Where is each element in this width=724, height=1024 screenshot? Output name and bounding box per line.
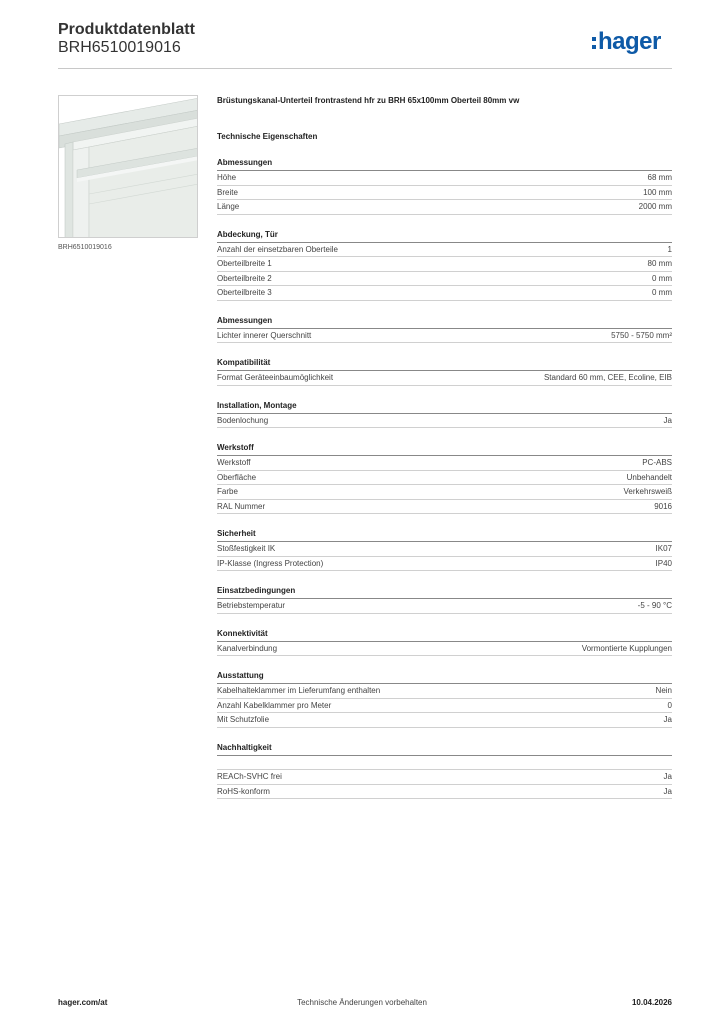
property-value: 100 mm [643,187,672,197]
property-value: 5750 - 5750 mm² [611,330,672,340]
property-value: IP40 [655,558,672,568]
property-section [217,315,672,344]
property-row [217,770,672,785]
product-title: Brüstungskanal-Unterteil frontrastend hfr zu BRH 65x100mm Oberteil 80mm vw [217,96,520,105]
property-section [217,670,672,728]
property-sections [217,157,672,799]
article-number: BRH6510019016 [58,39,181,56]
property-row [217,471,672,486]
property-section [217,585,672,614]
property-row [217,713,672,728]
property-value: 68 mm [647,173,672,182]
property-row [217,456,672,471]
section-heading: Konnektivität [217,628,672,642]
property-label: Anzahl der einsetzbaren Oberteile [217,244,338,254]
property-value: Unbehandelt [626,472,672,482]
property-label: Stoßfestigkeit IK [217,544,276,553]
property-row [217,371,672,386]
property-section [217,400,672,429]
section-heading: Werkstoff [217,442,672,456]
property-label: Mit Schutzfolie [217,715,270,724]
property-row [217,557,672,572]
footer-website: hager.com/at [58,998,108,1007]
section-heading: Installation, Montage [217,400,672,414]
property-row [217,257,672,272]
property-row [217,171,672,186]
property-label: Lichter innerer Querschnitt [217,330,312,340]
section-heading: Abdeckung, Tür [217,229,672,243]
property-row [217,286,672,301]
property-label: Oberteilbreite 3 [217,288,272,297]
page-title: Produktdatenblatt [58,21,195,38]
brand-name: hager [598,28,661,55]
property-label: IP-Klasse (Ingress Protection) [217,558,324,568]
property-value: Standard 60 mm, CEE, Ecoline, EIB [543,373,672,382]
property-label: REACh-SVHC frei [217,772,282,781]
property-label: Kabelhalteklammer im Lieferumfang enthalten [217,686,381,695]
section-heading: Einsatzbedingungen [217,585,672,599]
technical-properties-heading: Technische Eigenschaften [217,132,318,141]
hager-logo [592,27,661,57]
property-label: Länge [217,202,240,211]
property-section [217,229,672,301]
property-row [217,485,672,500]
property-label: Bodenlochung [217,415,269,425]
property-value: PC-ABS [642,458,672,467]
property-value: Ja [663,415,672,425]
property-label: Werkstoff [217,458,251,467]
footer-date: 10.04.2026 [631,998,672,1007]
property-label: Farbe [217,487,238,496]
property-label: Oberteilbreite 2 [217,273,272,283]
property-label: Betriebstemperatur [217,601,286,610]
property-label: RoHS-konform [217,786,270,796]
property-label: Höhe [217,173,237,182]
property-value: Ja [663,715,672,724]
property-row [217,785,672,800]
footer-note: Technische Änderungen vorbehalten [297,998,427,1007]
property-value: 0 [667,700,672,710]
property-row [217,186,672,201]
property-label: Kanalverbindung [217,643,278,653]
property-value: Ja [663,772,672,781]
property-value: -5 - 90 °C [637,601,672,610]
property-row [217,414,672,429]
section-heading: Abmessungen [217,157,672,171]
property-label: Format Geräteeinbaumöglichkeit [217,373,334,382]
property-value: Verkehrsweiß [623,487,672,496]
section-heading: Sicherheit [217,528,672,542]
header-divider [58,68,672,69]
property-value: 80 mm [647,259,672,268]
property-row [217,642,672,657]
property-value: 1 [667,244,672,254]
product-image [58,95,198,238]
property-value: Nein [655,686,672,695]
property-section [217,528,672,571]
property-section [217,442,672,514]
property-label: Oberfläche [217,472,257,482]
property-value: IK07 [655,544,672,553]
section-heading: Kompatibilität [217,357,672,371]
property-section [217,357,672,386]
property-row [217,272,672,287]
property-label: Anzahl Kabelklammer pro Meter [217,700,332,710]
property-section [217,742,672,800]
property-row [217,329,672,344]
logo-dots-icon [592,37,596,49]
property-row [217,200,672,215]
cable-duct-illustration [59,96,198,238]
property-row [217,699,672,714]
property-value: 9016 [654,501,672,511]
section-heading: Ausstattung [217,670,672,684]
datasheet-content [217,95,672,799]
property-section [217,157,672,215]
property-row [217,599,672,614]
property-value: 2000 mm [638,202,672,211]
section-heading: Abmessungen [217,315,672,329]
property-row [217,542,672,557]
property-value: 0 mm [652,288,672,297]
section-heading: Nachhaltigkeit [217,742,672,756]
property-row [217,756,672,771]
property-value: Vormontierte Kupplungen [581,643,672,653]
property-label: Breite [217,187,238,197]
property-row [217,243,672,258]
property-row [217,500,672,515]
property-section [217,628,672,657]
property-row [217,684,672,699]
image-caption: BRH6510019016 [58,244,112,251]
property-label: RAL Nummer [217,501,266,511]
property-label: Oberteilbreite 1 [217,259,272,268]
property-value: 0 mm [652,273,672,283]
property-value: Ja [663,786,672,796]
